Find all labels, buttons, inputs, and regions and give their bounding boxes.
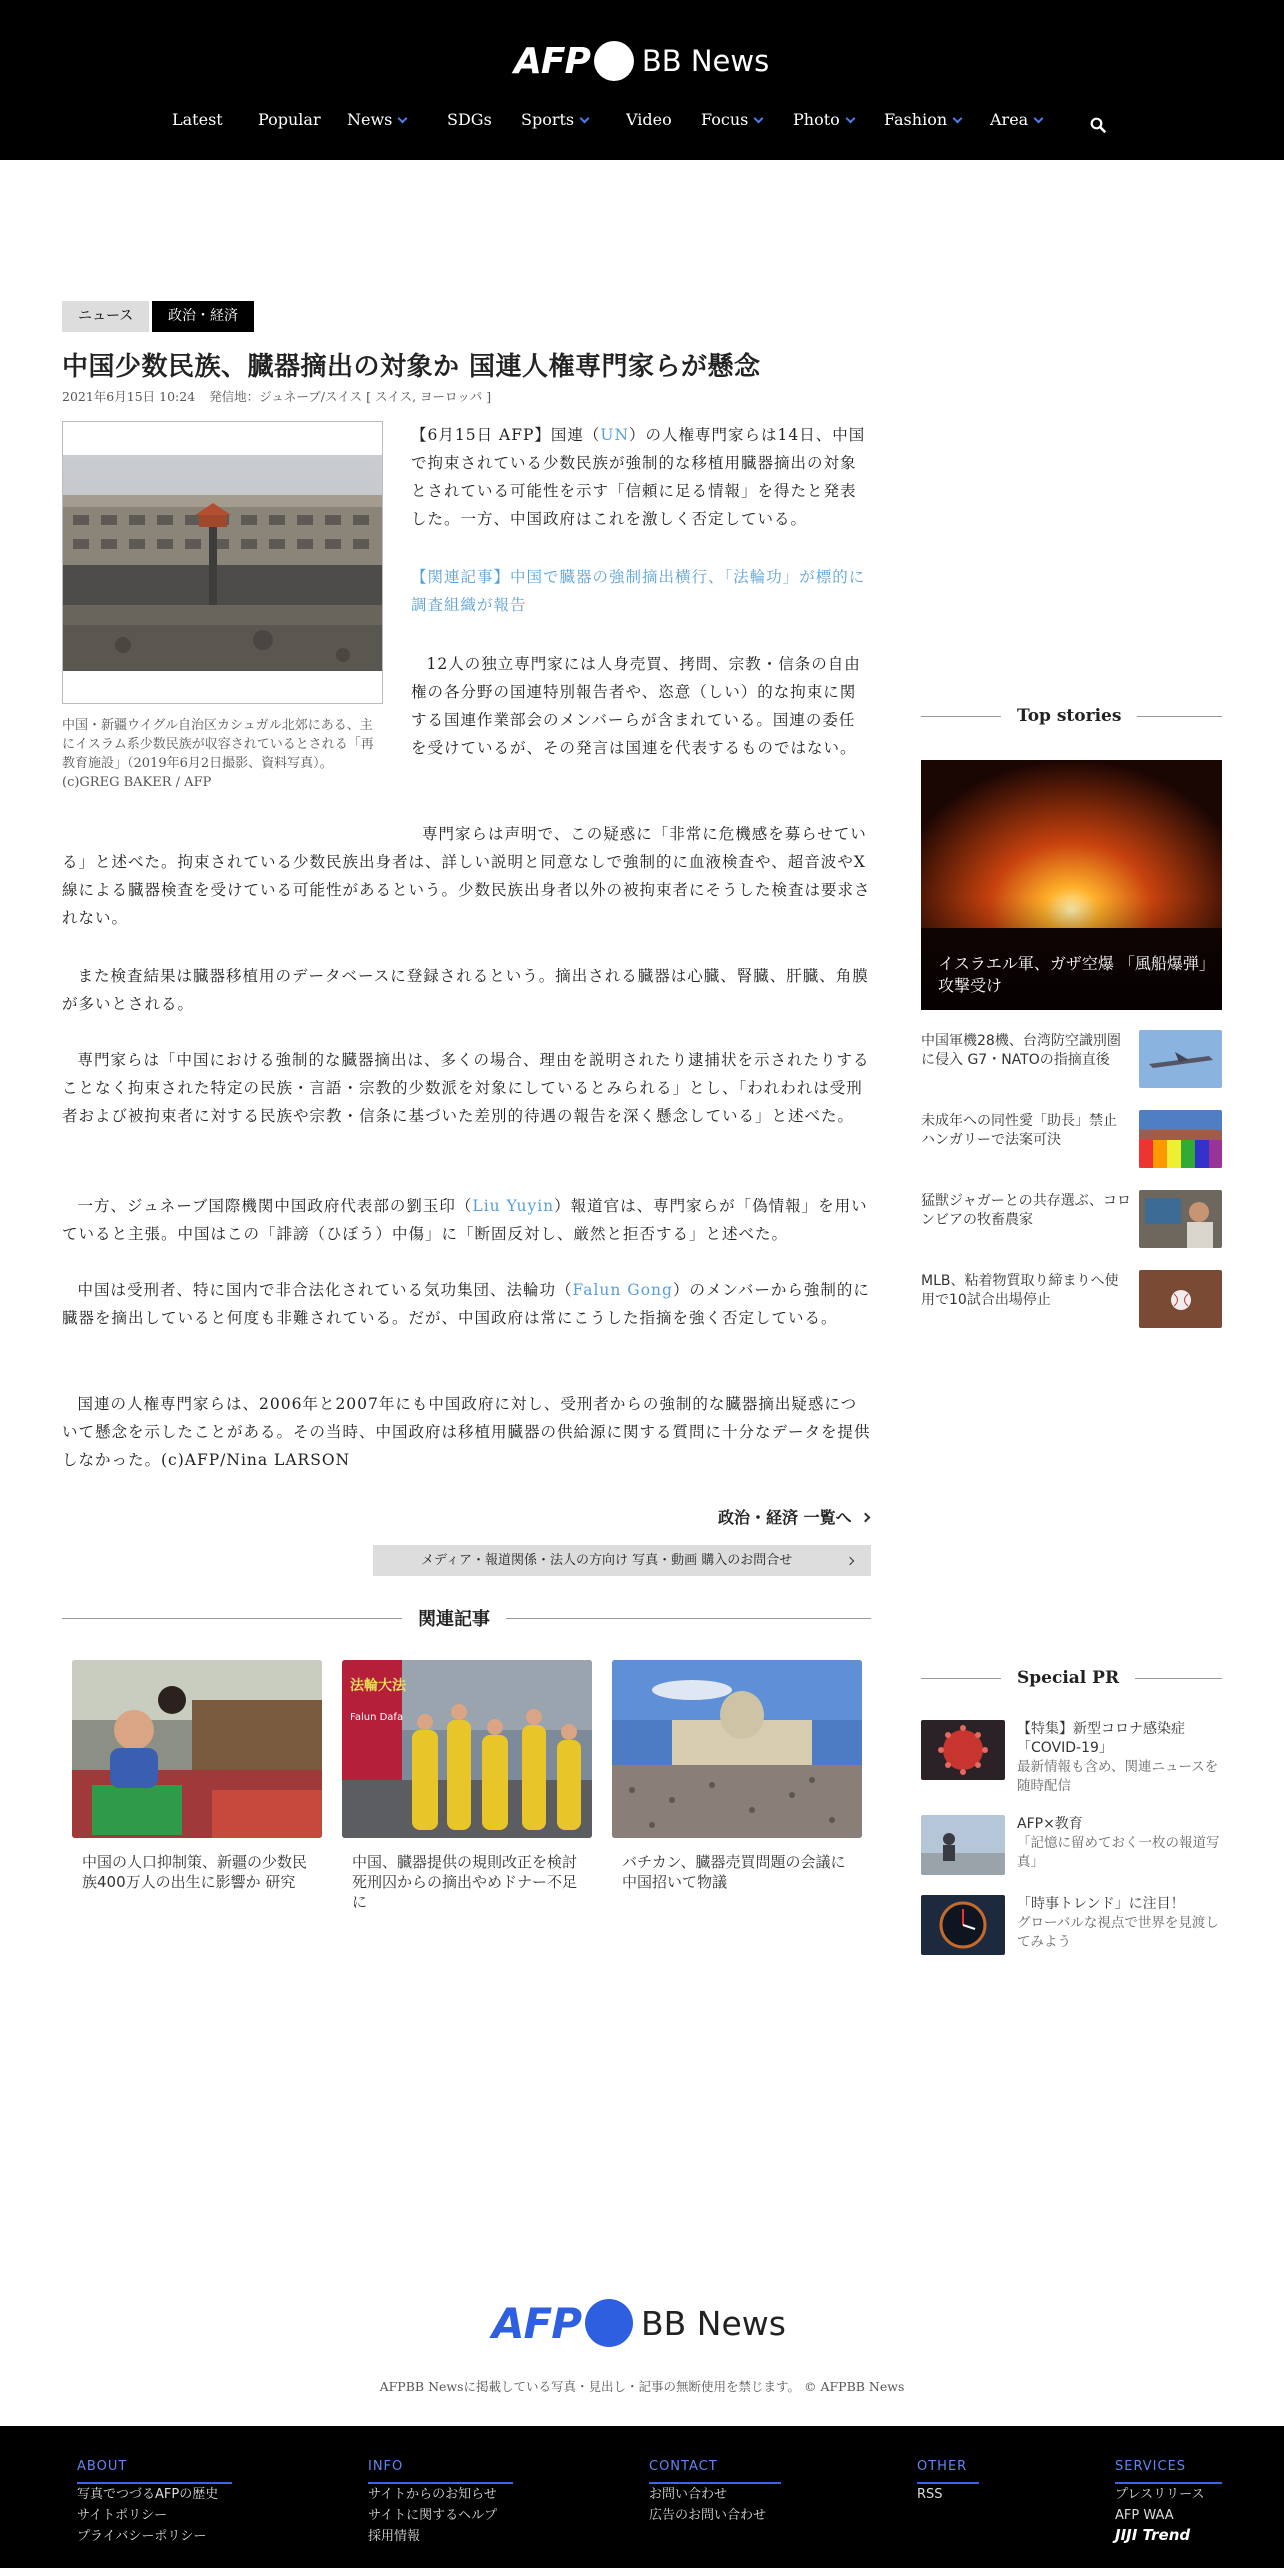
nav-focus[interactable]: Focus	[701, 110, 762, 129]
footer-logo[interactable]	[492, 2298, 786, 2348]
copyright-notice: AFPBB Newsに掲載している写真・見出し・記事の無断使用を禁じます。 © AFPBB News	[379, 2379, 905, 2394]
article-date: 2021年6月15日 10:24	[62, 389, 196, 404]
nav-sports[interactable]: Sports	[521, 110, 588, 129]
related-title: バチカン、臓器売買問題の会議に中国招いて物議	[622, 1853, 846, 1891]
media-inquiry-bar[interactable]: メディア・報道関係・法人の方向け 写真・動画 購入のお問合せ	[373, 1545, 871, 1576]
chevron-down-icon	[1034, 114, 1044, 124]
footer-link[interactable]: 写真でつづるAFPの歴史	[77, 2487, 219, 2502]
article-paragraph-6: 一方、ジュネーブ国際機関中国政府代表部の劉玉印（Liu Yuyin）報道官は、専門家らが「偽情報」を用いていると主張。中国はこの「誹謗（ひぼう）中傷」に「断固反対し、厳然と拒否する」と述べた。	[62, 1197, 868, 1243]
nav-popular[interactable]: Popular	[258, 110, 321, 129]
related-card[interactable]	[72, 1660, 322, 1892]
related-heading-row	[62, 1605, 871, 1631]
top-story-item[interactable]	[921, 1190, 1222, 1252]
footer-col-other: OTHER RSS	[917, 2455, 979, 2505]
top-story-item-title: 中国軍機28機、台湾防空識別圏に侵入 G7・NATOの指摘直後	[921, 1033, 1121, 1068]
article-paragraph-3: 専門家らは声明で、この疑惑に「非常に危機感を募らせている」と述べた。拘束されている少数民族出身者は、詳しい説明と同意なしで強制的に血液検査や、超音波やX線による臓器検査を受けている可能性があるという。少数民族出身者以外の被拘束者にそうした検査は要求されない。	[62, 825, 871, 927]
article-paragraph-2: 12人の独立専門家には人身売買、拷問、宗教・信条の自由権の各分野の国連特別報告者や、恣意（しい）的な拘束に関する国連作業部会のメンバーらが含まれている。国連の委任を受けているが、その発言は国連を代表するものではない。	[411, 655, 861, 757]
special-pr-item[interactable]	[921, 1815, 1222, 1877]
covid-virus-thumb	[921, 1720, 1005, 1780]
top-story-thumb	[1139, 1190, 1222, 1248]
top-story-item[interactable]	[921, 1110, 1222, 1172]
logo-bbnews-text: BB News	[641, 44, 770, 78]
related-title: 中国の人口抑制策、新疆の少数民族400万人の出生に影響か 研究	[82, 1853, 308, 1891]
footer-col-services: SERVICES プレスリリース AFP WAA JIJI Trend	[1115, 2455, 1222, 2544]
chevron-right-icon	[846, 1557, 854, 1565]
politics-list-link[interactable]: 政治・経済 一覧へ	[718, 1505, 869, 1528]
chevron-down-icon	[398, 114, 408, 124]
divider	[1137, 716, 1222, 717]
chevron-down-icon	[953, 114, 963, 124]
nav-news[interactable]: News	[347, 110, 406, 129]
logo-afp-text: AFP	[514, 40, 590, 82]
footer-link[interactable]: 広告のお問い合わせ	[649, 2508, 767, 2523]
footer-link[interactable]: AFP WAA	[1115, 2508, 1174, 2523]
special-pr-title: 【特集】新型コロナ感染症「COVID-19」	[1017, 1721, 1185, 1756]
top-story-thumb	[1139, 1270, 1222, 1328]
article-photo-frame[interactable]	[62, 421, 383, 704]
watch-thumb	[921, 1895, 1005, 1955]
nav-photo[interactable]: Photo	[793, 110, 854, 129]
special-pr-heading-row	[921, 1668, 1222, 1688]
logo-circle	[594, 41, 634, 81]
special-pr-title: AFP×教育	[1017, 1816, 1083, 1832]
logo-bbnews-text: BB News	[640, 2303, 786, 2343]
special-pr-item[interactable]	[921, 1720, 1222, 1794]
top-stories-heading-row	[921, 706, 1222, 726]
education-thumb	[921, 1815, 1005, 1875]
article-meta	[62, 387, 501, 405]
top-story-title[interactable]: イスラエル軍、ガザ空爆 「風船爆弾」攻撃受け	[938, 954, 1207, 995]
tag-politics-economy[interactable]: 政治・経済	[152, 301, 254, 332]
photo-caption: 中国・新疆ウイグル自治区カシュガル北郊にある、主にイスラム系少数民族が収容されているとされる「再教育施設」（2019年6月2日撮影、資料写真）。(c)GREG BAKER / AFP	[62, 718, 374, 790]
special-pr-sub: 「記憶に留めておく一枚の報道写真」	[1017, 1835, 1220, 1870]
special-pr-item[interactable]	[921, 1895, 1222, 1957]
footer-link[interactable]: RSS	[917, 2487, 943, 2502]
divider	[1135, 1678, 1222, 1679]
footer-link[interactable]: サイトからのお知らせ	[368, 2487, 497, 2502]
footer-col-about: ABOUT 写真でつづるAFPの歴史 サイトポリシー プライバシーポリシー	[77, 2455, 232, 2547]
jiji-trend-logo[interactable]: JIJI Trend	[1115, 2526, 1191, 2544]
chevron-down-icon	[754, 114, 764, 124]
nav-video[interactable]: Video	[626, 110, 672, 129]
divider	[506, 1618, 871, 1619]
footer-col-info: INFO サイトからのお知らせ サイトに関するヘルプ 採用情報	[368, 2455, 513, 2547]
nav-fashion[interactable]: Fashion	[884, 110, 961, 129]
special-pr-heading: Special PR	[1017, 1668, 1120, 1688]
site-header	[0, 0, 1284, 160]
top-story-item-title: MLB、粘着物質取り締まりへ使用で10試合出場停止	[921, 1273, 1119, 1308]
footer-link[interactable]: お問い合わせ	[649, 2487, 728, 2502]
special-pr-title: 「時事トレンド」に注目！	[1017, 1896, 1185, 1912]
top-story-thumb	[1139, 1110, 1222, 1168]
chevron-down-icon	[580, 114, 590, 124]
article-paragraph-7: 中国は受刑者、特に国内で非合法化されている気功集団、法輪功（Falun Gong）のメンバーから強制的に臓器を摘出していると何度も非難されている。だが、中国政府は常にこうした指摘を強く否定している。	[62, 1281, 870, 1327]
chevron-down-icon	[845, 114, 855, 124]
footer-link[interactable]: プレスリリース	[1115, 2487, 1205, 2502]
article-paragraph-1: 【6月15日 AFP】国連（UN）の人権専門家らは14日、中国で拘束されている少数民族が強制的な移植用臓器摘出の対象とされている可能性を示す「信頼に足る情報」を得たと発表した。一方、中国政府はこれを激しく否定している。	[411, 426, 866, 528]
top-story-thumb	[1139, 1030, 1222, 1088]
svg-text:法輪大法: 法輪大法	[350, 1678, 406, 1694]
tag-news[interactable]: ニュース	[62, 301, 149, 332]
footer-link[interactable]: サイトに関するヘルプ	[368, 2508, 498, 2523]
related-article-inline-link[interactable]: 【関連記事】中国で臓器の強制摘出横行、「法輪功」が標的に 調査組織が報告	[411, 568, 866, 614]
top-story-item-title: 未成年への同性愛「助長」禁止 ハンガリーで法案可決	[921, 1113, 1117, 1148]
divider	[921, 716, 1001, 717]
divider	[921, 1678, 1001, 1679]
special-pr-sub: グローバルな視点で世界を見渡してみよう	[1017, 1915, 1219, 1950]
svg-text:Falun Dafa: Falun Dafa	[350, 1712, 404, 1723]
article-paragraph-8: 国連の人権専門家らは、2006年と2007年にも中国政府に対し、受刑者からの強制的な臓器摘出疑惑について懸念を示したことがある。その当時、中国政府は移植用臓器の供給源に関する質問に十分なデータを提供しなかった。(c)AFP/Nina LARSON	[62, 1395, 871, 1469]
nav-area[interactable]: Area	[990, 110, 1042, 129]
article-title: 中国少数民族、臓器摘出の対象か 国連人権専門家らが懸念	[62, 352, 761, 382]
link-falun-gong[interactable]: Falun Gong	[572, 1281, 673, 1299]
related-image	[342, 1660, 592, 1838]
link-liu-yuyin[interactable]: Liu Yuyin	[472, 1197, 555, 1215]
top-story-item[interactable]	[921, 1270, 1222, 1332]
nav-sdgs[interactable]: SDGs	[447, 110, 492, 129]
footer-link[interactable]: サイトポリシー	[77, 2508, 168, 2523]
logo-afp-text: AFP	[492, 2298, 581, 2348]
footer-col-contact: CONTACT お問い合わせ 広告のお問い合わせ	[649, 2455, 781, 2526]
related-heading: 関連記事	[418, 1609, 490, 1630]
top-stories-heading: Top stories	[1017, 706, 1122, 726]
special-pr-sub: 最新情報も含め、関連ニュースを随時配信	[1017, 1759, 1219, 1794]
article-photo	[63, 455, 382, 671]
related-card[interactable]	[612, 1660, 862, 1892]
related-image	[72, 1660, 322, 1838]
logo-circle	[585, 2299, 633, 2347]
search-icon[interactable]	[1090, 117, 1106, 133]
top-story-item-title: 猛獣ジャガーとの共存選ぶ、コロンビアの牧畜農家	[921, 1193, 1131, 1228]
article-paragraph-4: また検査結果は臓器移植用のデータベースに登録されるという。摘出される臓器は心臓、腎臓、肝臓、角膜が多いとされる。	[62, 967, 869, 1013]
related-image	[612, 1660, 862, 1838]
article-paragraph-5: 専門家らは「中国における強制的な臓器摘出は、多くの場合、理由を説明されたり逮捕状を示されたりすることなく拘束された特定の民族・言語・宗教的少数派を対象にしているとみられる」とし、「われわれは受刑者および被拘束者に対する民族や宗教・信条に基づいた差別的待遇の報告を深く懸念している」と述べた。	[62, 1051, 870, 1125]
divider	[62, 1618, 402, 1619]
related-card[interactable]	[342, 1660, 592, 1912]
article-origin: 発信地：ジュネーブ/スイス [ スイス, ヨーロッパ ]	[209, 389, 492, 404]
footer-link[interactable]: プライバシーポリシー	[77, 2529, 207, 2544]
top-story-item[interactable]	[921, 1030, 1222, 1092]
nav-latest[interactable]: Latest	[172, 110, 223, 129]
footer-link[interactable]: 採用情報	[368, 2529, 421, 2544]
link-un[interactable]: UN	[600, 426, 630, 444]
site-logo[interactable]	[514, 36, 769, 86]
related-title: 中国、臓器提供の規則改正を検討 死刑囚からの摘出やめドナー不足に	[352, 1853, 578, 1911]
chevron-right-icon	[860, 1513, 870, 1523]
